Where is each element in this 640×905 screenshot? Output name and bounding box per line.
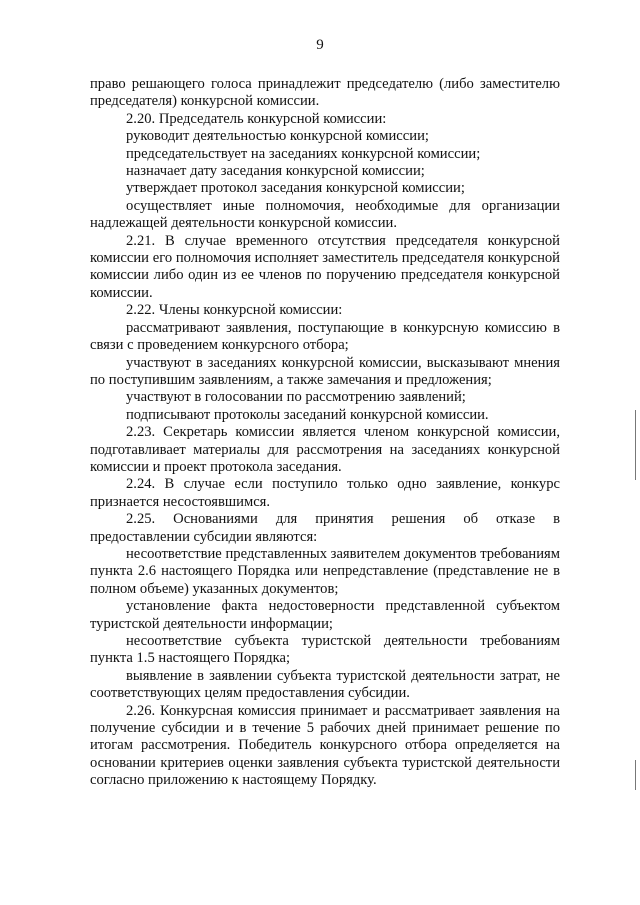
clause-2-25-item: установление факта недостоверности представленной субъектом туристской деятельности информации; <box>90 598 560 632</box>
clause-2-20-item: осуществляет иные полномочия, необходимые для организации надлежащей деятельности конкурсной комиссии. <box>90 197 560 232</box>
clause-2-24: 2.24. В случае если поступило только одно заявление, конкурс признается несостоявшимся. <box>90 476 560 510</box>
clause-2-22-item: участвуют в заседаниях конкурсной комиссии, высказывают мнения по поступившим заявлениям, а также замечания и предложения; <box>90 354 560 388</box>
clause-2-25-heading: 2.25. Основаниями для принятия решения об отказе в предоставлении субсидии являются: <box>90 511 560 545</box>
page-number: 9 <box>316 37 324 53</box>
scan-edge-mark <box>635 760 636 790</box>
clause-2-20-item: утверждает протокол заседания конкурсной комиссии; <box>126 180 465 197</box>
clause-2-22-item: участвуют в голосовании по рассмотрению заявлений; <box>126 389 466 406</box>
clause-2-20-heading: 2.20. Председатель конкурсной комиссии: <box>126 110 387 127</box>
paragraph-continuation: право решающего голоса принадлежит председателю (либо заместителю председателя) конкурсной комиссии. <box>90 76 560 110</box>
clause-2-25-item: выявление в заявлении субъекта туристской деятельности затрат, не соответствующих целям предоставления субсидии. <box>90 667 560 702</box>
clause-2-22-heading: 2.22. Члены конкурсной комиссии: <box>126 302 343 319</box>
clause-2-23: 2.23. Секретарь комиссии является членом конкурсной комиссии, подготавливает материалы для рассмотрения на заседаниях конкурсной комиссии и проект протокола заседания. <box>90 424 560 475</box>
clause-2-25-item: несоответствие представленных заявителем документов требованиям пункта 2.6 настоящего Порядка или непредставление (представление не в полном объеме) указанных документов; <box>90 545 560 597</box>
clause-2-20-item: председательствует на заседаниях конкурсной комиссии; <box>126 145 481 162</box>
clause-2-20-item: назначает дату заседания конкурсной комиссии; <box>126 163 425 180</box>
clause-2-21: 2.21. В случае временного отсутствия председателя конкурсной комиссии его полномочия исполняет заместитель председателя конкурсной комиссии либо один из ее членов по поручению председателя конкурсной комиссии. <box>90 232 560 301</box>
clause-2-22-item: подписывают протоколы заседаний конкурсной комиссии. <box>126 406 489 423</box>
clause-2-20-item: руководит деятельностью конкурсной комиссии; <box>126 128 429 145</box>
clause-2-22-item: рассматривают заявления, поступающие в конкурсную комиссию в связи с проведением конкурсного отбора; <box>90 319 560 354</box>
clause-2-25-item: несоответствие субъекта туристской деятельности требованиям пункта 1.5 настоящего Порядка; <box>90 633 560 667</box>
document-body <box>90 76 560 790</box>
scan-edge-mark <box>635 410 636 480</box>
clause-2-26: 2.26. Конкурсная комиссия принимает и рассматривает заявления на получение субсидии и в течение 5 рабочих дней принимает решение по итогам рассмотрения. Победитель конкурсного отбора определяется на основании критериев оценки заявления субъекта туристской деятельности согласно приложению к настоящему Порядку. <box>90 702 560 789</box>
